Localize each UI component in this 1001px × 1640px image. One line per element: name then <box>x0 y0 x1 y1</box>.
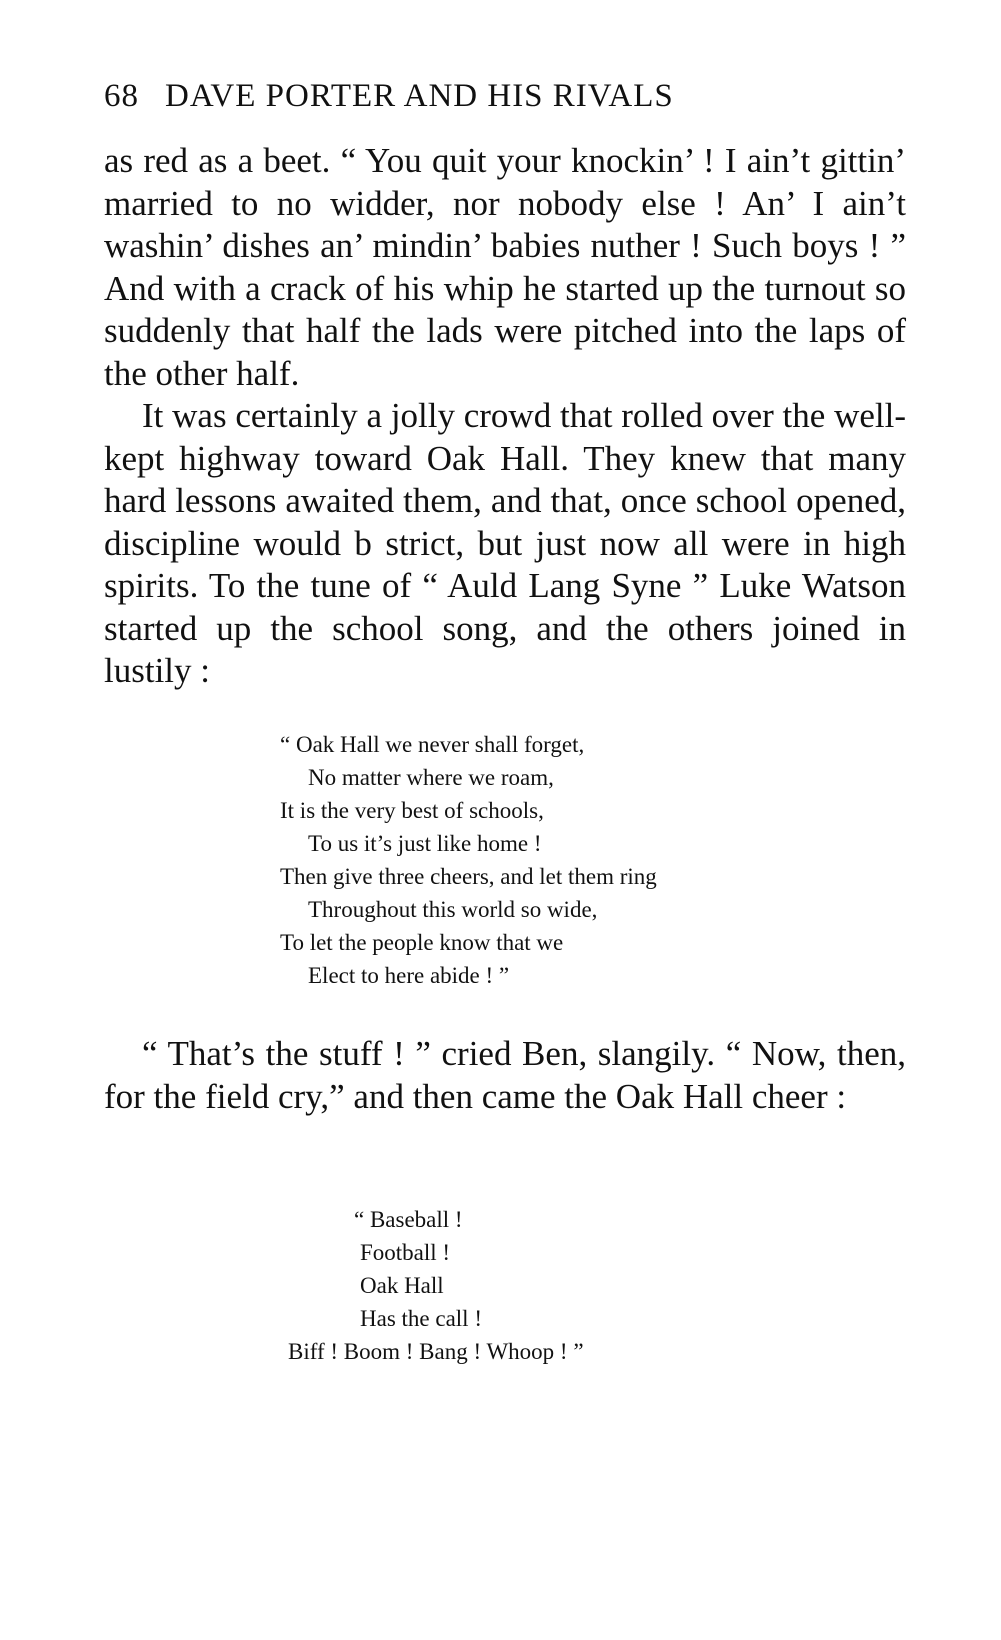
cheer-line: Football ! <box>360 1240 451 1265</box>
verse-line: No matter where we roam, <box>308 765 554 790</box>
paragraph-1: as red as a beet. “ You quit your knockin’ ! I ain’t gittin’ married to no widder, nor nobody else ! An’ I ain’t washin’ dishes an’ mindin’ babies nuther ! Such boys ! ” And with a crack of his whip he started up the turnout so suddenly that half the lads were pitched into the laps of the other half. <box>104 141 906 393</box>
cheer-line: Has the call ! <box>360 1306 482 1331</box>
body-text-continued <box>104 1033 906 1118</box>
verse-line: To us it’s just like home ! <box>308 831 542 856</box>
paragraph-2: It was certainly a jolly crowd that rolled over the well-kept highway toward Oak Hall. They knew that many hard lessons awaited them, and that, once school opened, discipline would b strict, but just now all were in high spirits. To the tune of “ Auld Lang Syne ” Luke Watson started up the school song, and the others joined in lustily : <box>104 396 906 690</box>
field-cry-verse <box>288 1203 584 1368</box>
school-song-verse <box>280 728 657 992</box>
verse-line: It is the very best of schools, <box>280 798 544 823</box>
cheer-line: Oak Hall <box>360 1273 444 1298</box>
page-number: 68 <box>104 78 139 114</box>
verse-line: To let the people know that we <box>280 930 564 955</box>
running-title: DAVE PORTER AND HIS RIVALS <box>165 78 674 114</box>
verse-line: “ Oak Hall we never shall forget, <box>280 732 585 757</box>
cheer-line: “ Baseball ! <box>354 1207 463 1232</box>
verse-line: Elect to here abide ! ” <box>308 963 510 988</box>
paragraph-3: “ That’s the stuff ! ” cried Ben, slangily. “ Now, then, for the field cry,” and then came the Oak Hall cheer : <box>104 1034 906 1116</box>
running-header <box>104 78 904 115</box>
verse-line: Throughout this world so wide, <box>308 897 598 922</box>
verse-line: Then give three cheers, and let them ring <box>280 864 657 889</box>
cheer-line: Biff ! Boom ! Bang ! Whoop ! ” <box>288 1339 584 1364</box>
body-text <box>104 140 906 693</box>
